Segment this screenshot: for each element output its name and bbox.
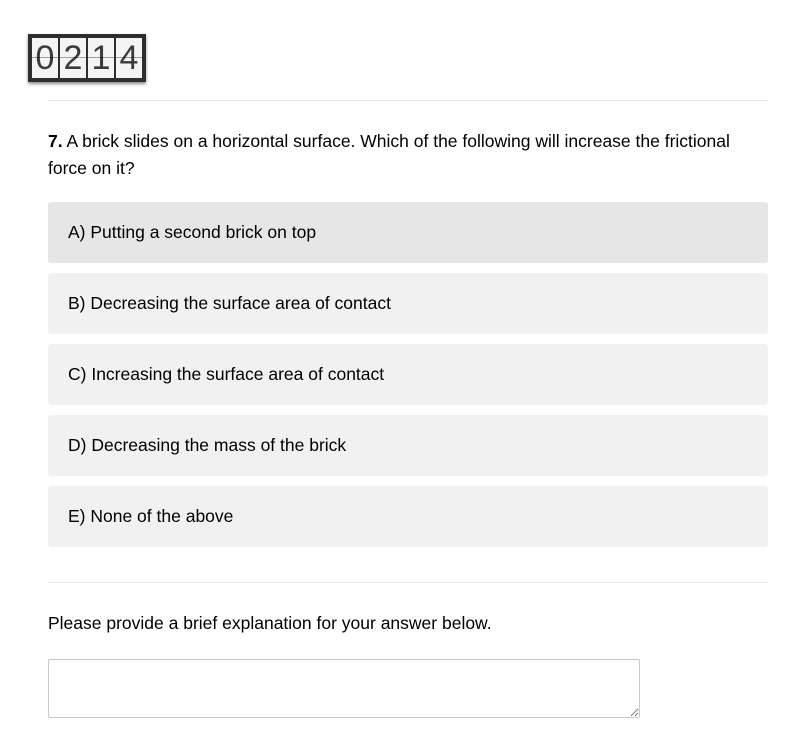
timer-digit: 4 [116,38,142,78]
explanation-textarea[interactable] [48,659,640,718]
answer-choices [48,202,768,557]
choice-a[interactable] [48,202,768,263]
timer-digit: 1 [88,38,114,78]
countdown-timer [28,34,146,82]
choice-label: D) Decreasing the mass of the brick [68,435,347,455]
explanation-prompt: Please provide a brief explanation for your answer below. [48,613,492,633]
question-text [48,128,770,182]
timer-digit: 0 [32,38,58,78]
top-divider [48,100,768,101]
choice-c[interactable] [48,344,768,405]
choice-d[interactable] [48,415,768,476]
question-body: A brick slides on a horizontal surface. Which of the following will increase the frictional force on it? [48,131,730,178]
choice-label: B) Decreasing the surface area of contact [68,293,391,313]
choice-e[interactable] [48,486,768,547]
question-number: 7. [48,131,63,151]
timer-digit: 2 [60,38,86,78]
choice-label: E) None of the above [68,506,234,526]
bottom-divider [48,582,768,583]
choice-label: A) Putting a second brick on top [68,222,317,242]
choice-b[interactable] [48,273,768,334]
choice-label: C) Increasing the surface area of contact [68,364,385,384]
